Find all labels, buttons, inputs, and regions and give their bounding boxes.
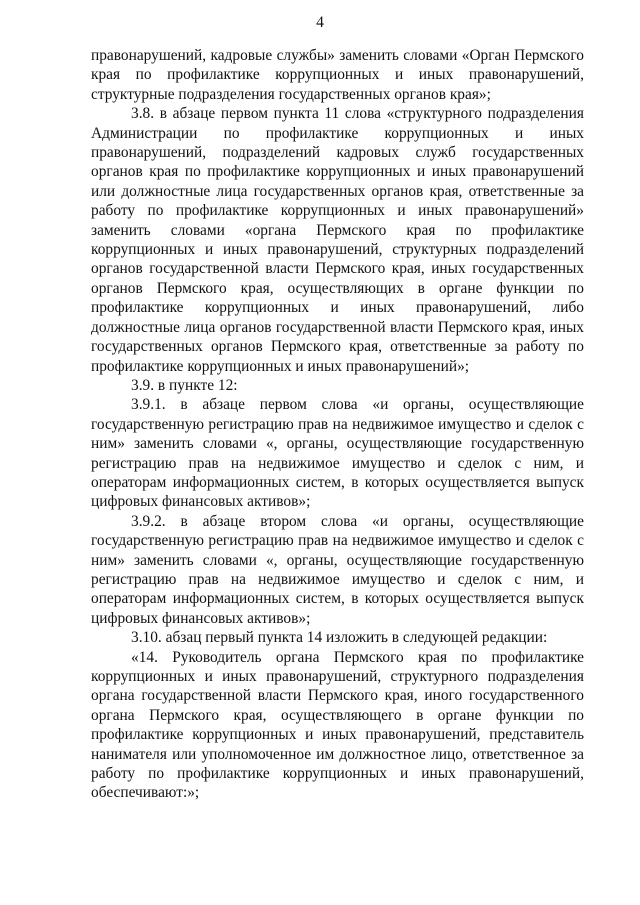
paragraph-item-3-9-2: 3.9.2. в абзаце втором слова «и органы, осуществляющие государственную регистрацию прав на недвижимое имущество и сделок с ним» заменить словами «, органы, осуществляющие государственную регистрацию прав на недвижимое имущество и сделок с ним, и операторам информационных систем, в которых осуществляется выпуск цифровых финансовых активов»; <box>91 512 584 627</box>
paragraph-item-3-8: 3.8. в абзаце первом пункта 11 слова «структурного подразделения Администрации по профилактике коррупционных и иных правонарушений, подразделений кадровых служб государственных органов края по профилактике коррупционных и иных правонарушений или должностные лица государственных органов края, ответственные за работу по профилактике коррупционных и иных правонарушений» заменить словами «органа Пермского края по профилактике коррупционных и иных правонарушений, структурных подразделений органов государственной власти Пермского края, иных государственных органов Пермского края, осуществляющих в органе функции по профилактике коррупционных и иных правонарушений, либо должностные лица органов государственной власти Пермского края, иных государственных органов Пермского края, ответственные за работу по профилактике коррупционных и иных правонарушений»; <box>91 105 584 375</box>
paragraph-item-3-9-1: 3.9.1. в абзаце первом слова «и органы, осуществляющие государственную регистрацию прав на недвижимое имущество и сделок с ним» заменить словами «, органы, осуществляющие государственную регистрацию прав на недвижимое имущество и сделок с ним, и операторам информационных систем, в которых осуществляется выпуск цифровых финансовых активов»; <box>91 396 584 511</box>
paragraph-item-14-quote: «14. Руководитель органа Пермского края по профилактике коррупционных и иных правонарушений, структурного подразделения органа государственной власти Пермского края, иного государственного органа Пермского края, осуществляющего в органе функции по профилактике коррупционных и иных правонарушений, представитель нанимателя или уполномоченное им должностное лицо, ответственное за работу по профилактике коррупционных и иных правонарушений, обеспечивают:»; <box>91 648 584 802</box>
page-number: 4 <box>316 14 324 31</box>
document-body <box>91 46 584 803</box>
paragraph-item-3-9: 3.9. в пункте 12: <box>131 376 238 394</box>
paragraph-continuation: правонарушений, кадровые службы» заменить словами «Орган Пермского края по профилактике коррупционных и иных правонарушений, структурные подразделения государственных органов края»; <box>91 47 584 103</box>
paragraph-item-3-10: 3.10. абзац первый пункта 14 изложить в следующей редакции: <box>131 629 548 647</box>
